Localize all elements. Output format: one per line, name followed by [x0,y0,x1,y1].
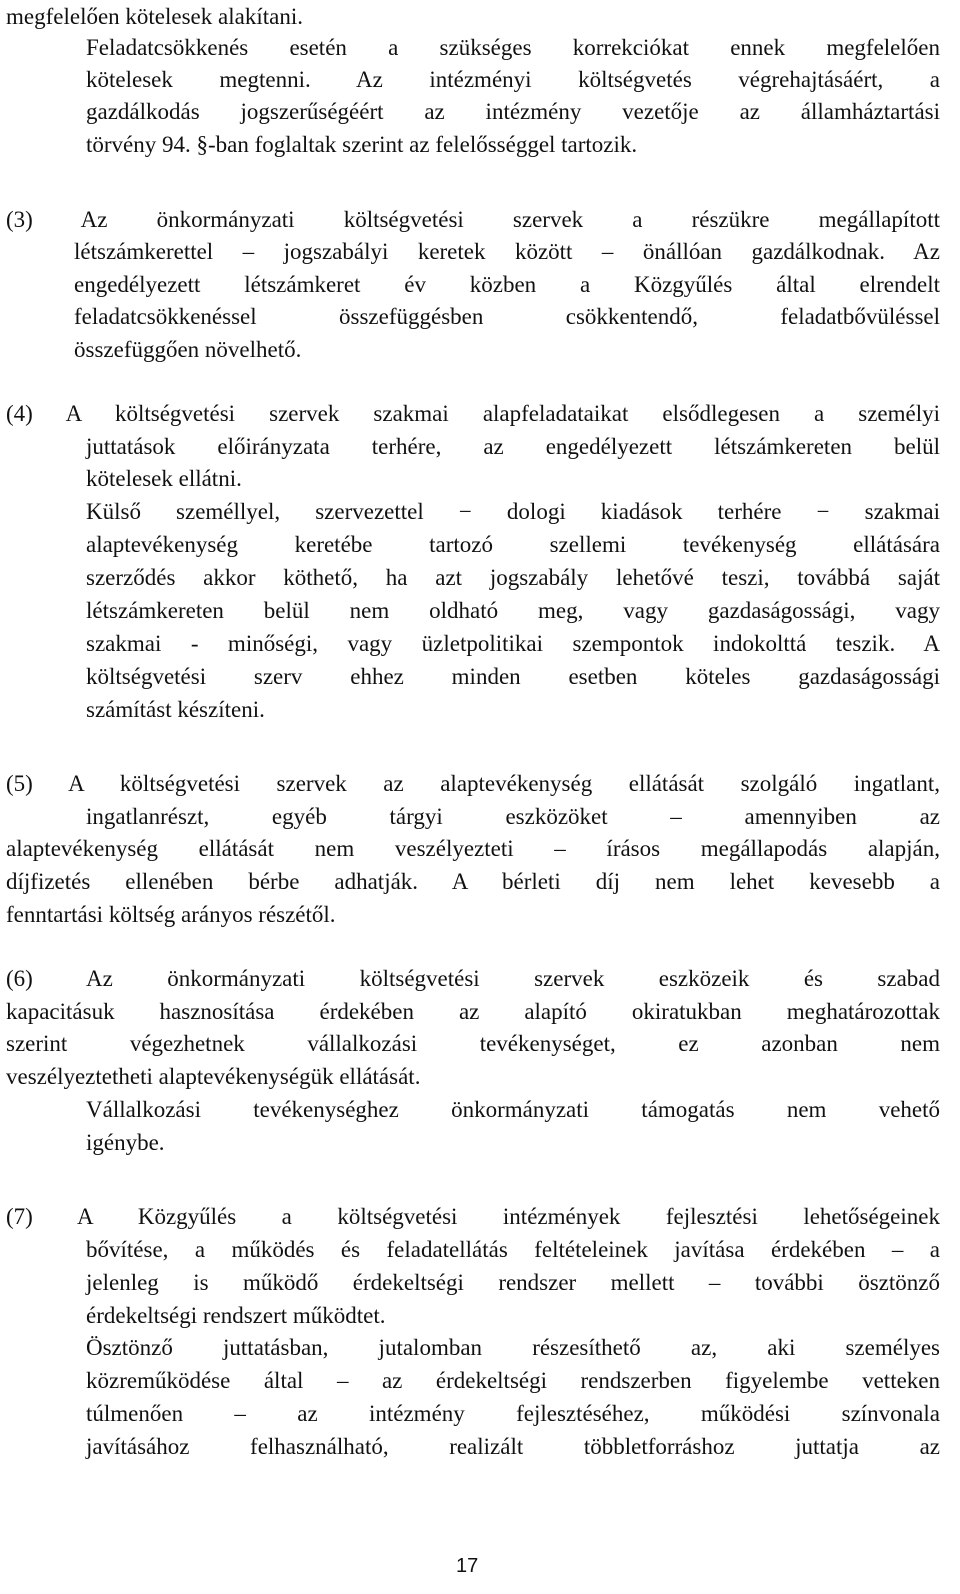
text-line: igénybe. [86,1130,165,1155]
text-line: Feladatcsökkenés esetén a szükséges korrekciókat ennek megfelelően [86,35,940,60]
text-line: díjfizetés ellenében bérbe adhatják. A bérleti díj nem lehet kevesebb a [6,869,940,894]
text-line: kötelesek megtenni. Az intézményi költségvetés végrehajtásáért, a [86,67,940,92]
text-line: közreműködése által – az érdekeltségi rendszerben figyelembe vetteken [86,1368,940,1393]
text-line: veszélyeztetheti alaptevékenységük ellátását. [6,1064,421,1089]
text-line: gazdálkodás jogszerűségéért az intézmény vezetője az államháztartási [86,99,940,124]
text-line: törvény 94. §-ban foglaltak szerint az felelősséggel tartozik. [86,132,638,157]
text-line: juttatások előirányzata terhére, az engedélyezett létszámkereten belül [86,434,940,459]
text-line: kapacitásuk hasznosítása érdekében az alapító okiratukban meghatározottak [6,999,940,1024]
text-line: engedélyezett létszámkeret év közben a Közgyűlés által elrendelt [74,272,940,297]
text-line: Külső személlyel, szervezettel − dologi kiadások terhére − szakmai [86,499,940,524]
text-line: szerint végezhetnek vállalkozási tevékenységet, ez azonban nem [6,1031,940,1056]
text-line: Vállalkozási tevékenységhez önkormányzati támogatás nem vehető [86,1097,940,1122]
text-line: megfelelően kötelesek alakítani. [6,4,303,29]
text-line: ingatlanrészt, egyéb tárgyi eszközöket – amennyiben az [86,804,940,829]
text-line: javításához felhasználható, realizált többletforráshoz juttatja az [86,1434,940,1459]
text-line: létszámkereten belül nem oldható meg, vagy gazdaságossági, vagy [86,598,940,623]
paragraph-3-start: (3) Az önkormányzati költségvetési szervek a részükre megállapított [6,207,940,232]
text-line: létszámkerettel – jogszabályi keretek között – önállóan gazdálkodnak. Az [74,239,940,264]
text-line: Ösztönző juttatásban, jutalomban részesíthető az, aki személyes [86,1335,940,1360]
text-line: költségvetési szerv ehhez minden esetben köteles gazdaságossági [86,664,940,689]
paragraph-7-start: (7) A Közgyűlés a költségvetési intézmények fejlesztési lehetőségeinek [6,1204,940,1229]
text-line: bővítése, a működés és feladatellátás feltételeinek javítása érdekében – a [86,1237,940,1262]
text-line: fenntartási költség arányos részétől. [6,902,336,927]
text-line: kötelesek ellátni. [86,466,242,491]
paragraph-4-start: (4) A költségvetési szervek szakmai alapfeladataikat elsődlegesen a személyi [6,401,940,426]
text-line: érdekeltségi rendszert működtet. [86,1303,386,1328]
text-line: feladatcsökkenéssel összefüggésben csökkentendő, feladatbővüléssel [74,304,940,329]
text-line: túlmenően – az intézmény fejlesztéséhez, működési színvonala [86,1401,940,1426]
text-line: szerződés akkor köthető, ha azt jogszabály lehetővé teszi, továbbá saját [86,565,940,590]
text-line: számítást készíteni. [86,697,265,722]
text-line: összefüggően növelhető. [74,337,302,362]
text-line: szakmai - minőségi, vagy üzletpolitikai szempontok indokolttá teszik. A [86,631,940,656]
text-line: alaptevékenység keretébe tartozó szellemi tevékenység ellátására [86,532,940,557]
text-line: jelenleg is működő érdekeltségi rendszer mellett – további ösztönző [86,1270,940,1295]
text-line: alaptevékenység ellátását nem veszélyezteti – írásos megállapodás alapján, [6,836,940,861]
paragraph-6-start: (6) Az önkormányzati költségvetési szervek eszközeik és szabad [6,966,940,991]
page-number: 17 [456,1555,479,1577]
paragraph-5-start: (5) A költségvetési szervek az alaptevékenység ellátását szolgáló ingatlant, [6,771,940,796]
